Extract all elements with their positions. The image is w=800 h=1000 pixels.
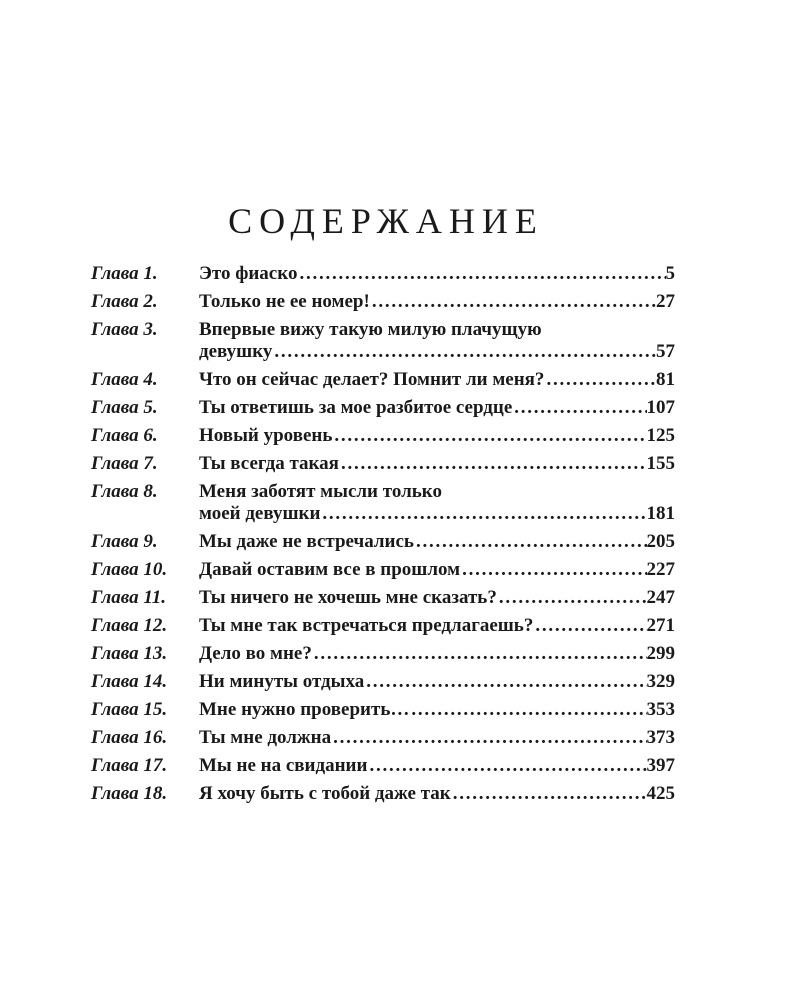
chapter-title: Я хочу быть с тобой даже так xyxy=(199,783,451,804)
chapter-number: Глава 11. xyxy=(91,587,167,608)
chapter-number: Глава 18. xyxy=(91,783,168,804)
toc-entry-text xyxy=(199,453,675,475)
toc-entry xyxy=(91,425,675,447)
chapter-title: Ты ответишь за мое разбитое сердце xyxy=(199,397,513,418)
toc-entry-text xyxy=(199,291,675,313)
page-number: 397 xyxy=(646,755,675,776)
toc-leader-line xyxy=(199,425,675,447)
chapter-number: Глава 17. xyxy=(91,755,168,776)
chapter-number: Глава 5. xyxy=(91,397,158,418)
toc-leader-line xyxy=(199,755,675,777)
dot-leader xyxy=(272,341,656,363)
dot-leader xyxy=(512,397,646,419)
chapter-number: Глава 1. xyxy=(91,263,158,284)
chapter-title: Ты всегда такая xyxy=(199,453,339,474)
toc-entry-text xyxy=(199,425,675,447)
toc-leader-line xyxy=(199,291,675,313)
page-number: 425 xyxy=(646,783,675,804)
toc-entry xyxy=(91,291,675,313)
toc-leader-line xyxy=(199,615,675,637)
toc-entry-text xyxy=(199,481,675,525)
dot-leader xyxy=(414,531,647,553)
chapter-number: Глава 15. xyxy=(91,699,168,720)
toc-entry-text xyxy=(199,587,675,609)
toc-leader-line xyxy=(199,783,675,805)
toc-entry xyxy=(91,783,675,805)
page-title: СОДЕРЖАНИЕ xyxy=(228,201,544,241)
toc-entry-text xyxy=(199,671,675,693)
chapter-title-line: Меня заботят мысли только xyxy=(199,481,442,502)
chapter-title: моей девушки xyxy=(199,503,321,524)
chapter-title: Мы не на свидании xyxy=(199,755,368,776)
dot-leader xyxy=(497,587,647,609)
toc-entry xyxy=(91,263,675,285)
toc-leader-line xyxy=(199,559,675,581)
page-number: 57 xyxy=(656,341,675,362)
toc-leader-line xyxy=(199,643,675,665)
toc-entry xyxy=(91,319,675,363)
page-number: 181 xyxy=(646,503,675,524)
page-number: 205 xyxy=(646,531,675,552)
dot-leader xyxy=(339,453,647,475)
dot-leader xyxy=(370,291,656,313)
dot-leader xyxy=(312,643,647,665)
toc-entry-text xyxy=(199,263,675,285)
toc-leader-line xyxy=(199,369,675,391)
toc-entry-text xyxy=(199,783,675,805)
dot-leader xyxy=(451,783,647,805)
toc-entry xyxy=(91,481,675,525)
chapter-number: Глава 14. xyxy=(91,671,168,692)
chapter-title: Мне нужно проверить… xyxy=(199,699,410,720)
dot-leader xyxy=(332,425,646,447)
toc-entry-text xyxy=(199,615,675,637)
chapter-title: Давай оставим все в прошлом xyxy=(199,559,461,580)
chapter-title-line: Впервые вижу такую милую плачущую xyxy=(199,319,542,340)
toc-leader-line xyxy=(199,671,675,693)
page-number: 373 xyxy=(646,727,675,748)
chapter-number: Глава 6. xyxy=(91,425,158,446)
toc-leader-line xyxy=(199,699,675,721)
page-number: 329 xyxy=(646,671,675,692)
chapter-number: Глава 3. xyxy=(91,319,158,340)
toc-entry-text xyxy=(199,727,675,749)
page-number: 107 xyxy=(646,397,675,418)
toc-entry xyxy=(91,755,675,777)
chapter-title: Дело во мне? xyxy=(199,643,312,664)
toc-leader-line xyxy=(199,453,675,475)
chapter-title: Новый уровень xyxy=(199,425,333,446)
toc-leader-line xyxy=(199,397,675,419)
page-number: 81 xyxy=(656,369,675,390)
toc-leader-line xyxy=(199,263,675,285)
toc-entry-text xyxy=(199,643,675,665)
toc-entry-text xyxy=(199,699,675,721)
toc-entry xyxy=(91,369,675,391)
dot-leader xyxy=(544,369,656,391)
page-number: 125 xyxy=(646,425,675,446)
toc-entry xyxy=(91,587,675,609)
toc-entry xyxy=(91,671,675,693)
page-number: 271 xyxy=(646,615,675,636)
toc-entry xyxy=(91,559,675,581)
chapter-number: Глава 2. xyxy=(91,291,158,312)
chapter-title: Ни минуты отдыха xyxy=(199,671,365,692)
toc-leader-line xyxy=(199,341,675,363)
dot-leader xyxy=(460,559,646,581)
chapter-title: Мы даже не встречались xyxy=(199,531,414,552)
toc-entry xyxy=(91,727,675,749)
page-number: 247 xyxy=(646,587,675,608)
chapter-number: Глава 9. xyxy=(91,531,158,552)
chapter-number: Глава 7. xyxy=(91,453,158,474)
chapter-number: Глава 10. xyxy=(91,559,168,580)
dot-leader xyxy=(320,503,646,525)
toc-entry xyxy=(91,531,675,553)
toc-entry-text xyxy=(199,369,675,391)
chapter-number: Глава 4. xyxy=(91,369,158,390)
toc-entry-text xyxy=(199,319,675,363)
page-number: 155 xyxy=(646,453,675,474)
page-number: 27 xyxy=(656,291,675,312)
page-number: 5 xyxy=(665,263,675,284)
chapter-title: Ты ничего не хочешь мне сказать? xyxy=(199,587,497,608)
toc-leader-line xyxy=(199,503,675,525)
toc-entry xyxy=(91,615,675,637)
toc-entry-text xyxy=(199,531,675,553)
chapter-title: Ты мне так встречаться предлагаешь? xyxy=(199,615,534,636)
toc-entry-text xyxy=(199,755,675,777)
toc-entry xyxy=(91,699,675,721)
chapter-title: Только не ее номер! xyxy=(199,291,370,312)
dot-leader xyxy=(533,615,646,637)
chapter-number: Глава 13. xyxy=(91,643,168,664)
toc-leader-line xyxy=(199,531,675,553)
table-of-contents xyxy=(91,263,675,811)
toc-entry xyxy=(91,643,675,665)
dot-leader xyxy=(297,263,665,285)
dot-leader xyxy=(367,755,646,777)
chapter-number: Глава 16. xyxy=(91,727,168,748)
chapter-number: Глава 12. xyxy=(91,615,168,636)
chapter-title: Это фиаско xyxy=(199,263,298,284)
toc-entry xyxy=(91,453,675,475)
chapter-title: Ты мне должна xyxy=(199,727,332,748)
dot-leader xyxy=(364,671,646,693)
chapter-number: Глава 8. xyxy=(91,481,158,502)
dot-leader xyxy=(409,699,646,721)
page-number: 227 xyxy=(646,559,675,580)
toc-entry xyxy=(91,397,675,419)
toc-leader-line xyxy=(199,727,675,749)
page-number: 299 xyxy=(646,643,675,664)
chapter-title: Что он сейчас делает? Помнит ли меня? xyxy=(199,369,545,390)
toc-entry-text xyxy=(199,397,675,419)
page-number: 353 xyxy=(646,699,675,720)
dot-leader xyxy=(331,727,646,749)
chapter-title: девушку xyxy=(199,341,273,362)
toc-leader-line xyxy=(199,587,675,609)
toc-entry-text xyxy=(199,559,675,581)
